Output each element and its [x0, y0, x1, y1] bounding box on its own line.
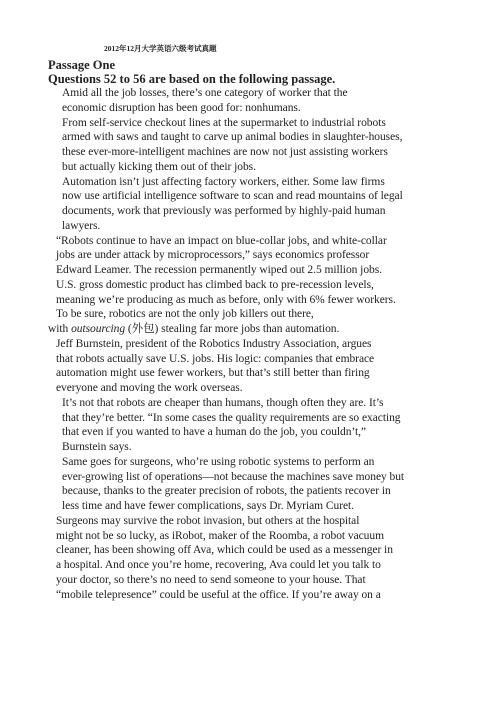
text-line: these ever-more-intelligent machines are now not just assisting workers — [62, 146, 388, 158]
text-fragment: (外包) stealing far more jobs than automation. — [125, 323, 340, 335]
text-line: a hospital. And once you’re home, recovering, Ava could let you talk to — [56, 559, 381, 571]
text-line: now use artificial intelligence software to scan and read mountains of legal — [62, 190, 403, 203]
text-line: To be sure, robotics are not the only job killers out there, — [56, 308, 314, 321]
text-line: your doctor, so there’s no need to send someone to your house. That — [56, 573, 366, 586]
text-line — [48, 322, 458, 337]
text-line: Edward Leamer. The recession permanently wiped out 2.5 million jobs. — [56, 264, 382, 276]
text-line: that even if you wanted to have a human do the job, you couldn’t,” — [62, 426, 367, 439]
paragraph — [48, 175, 458, 234]
text-line: armed with saws and taught to carve up animal bodies in slaughter-houses, — [62, 131, 403, 144]
text-line: meaning we’re producing as much as before, only with 6% fewer workers. — [56, 293, 396, 306]
text-line: that robots actually save U.S. jobs. His logic: companies that embrace — [56, 352, 375, 365]
text-fragment: with — [48, 323, 72, 335]
text-line: From self-service checkout lines at the supermarket to industrial robots — [62, 116, 386, 129]
text-line: documents, work that previously was performed by highly-paid human — [62, 205, 386, 217]
text-line: Burnstein says. — [62, 441, 132, 453]
text-line: everyone and moving the work overseas. — [56, 382, 243, 394]
text-line: “Robots continue to have an impact on blue-collar jobs, and white-collar — [56, 234, 387, 247]
paragraph — [48, 514, 458, 603]
text-line: might not be so lucky, as iRobot, maker of the Roomba, a robot vacuum — [56, 529, 384, 542]
paragraph — [48, 86, 458, 116]
exam-header: 2012年12月大学英语六级考试真题 — [104, 44, 217, 53]
text-line: because, thanks to the greater precision of robots, the patients recover in — [62, 485, 391, 498]
paragraph — [48, 234, 458, 323]
paragraph — [48, 322, 458, 337]
paragraph — [48, 337, 458, 396]
text-line: that they’re better. “In some cases the quality requirements are so exacting — [62, 411, 401, 424]
text-line: less time and have fewer complications, says Dr. Myriam Curet. — [62, 500, 354, 512]
paragraph — [48, 455, 458, 514]
text-line: automation might use fewer workers, but that’s still better than firing — [56, 367, 370, 380]
text-line: U.S. gross domestic product has climbed back to pre-recession levels, — [56, 278, 374, 291]
paragraph — [48, 396, 458, 455]
text-line: “mobile telepresence” could be useful at the office. If you’re away on a — [56, 588, 381, 601]
text-line: Automation isn’t just affecting factory workers, either. Some law firms — [62, 175, 385, 188]
text-line: Amid all the job losses, there’s one category of worker that the — [62, 87, 348, 99]
text-line: lawyers. — [62, 219, 101, 232]
text-line: but actually kicking them out of their jobs. — [62, 160, 256, 173]
text-line: cleaner, has been showing off Ava, which could be used as a messenger in — [56, 544, 393, 557]
passage-body — [48, 86, 458, 602]
passage-title: Passage One — [48, 58, 116, 72]
text-line: jobs are under attack by microprocessors,” says economics professor — [56, 249, 370, 262]
text-line: economic disruption has been good for: nonhumans. — [62, 101, 301, 114]
italic-term: outsourcing — [71, 323, 126, 335]
text-line: It’s not that robots are cheaper than humans, though often they are. It’s — [62, 396, 384, 409]
text-line: Jeff Burnstein, president of the Robotics Industry Association, argues — [56, 337, 372, 350]
text-line: Surgeons may survive the robot invasion, but others at the hospital — [56, 514, 360, 527]
passage-instruction: Questions 52 to 56 are based on the following passage. — [48, 72, 336, 86]
text-line: Same goes for surgeons, who’re using robotic systems to perform an — [62, 455, 375, 468]
text-line: ever-growing list of operations—not because the machines save money but — [62, 470, 405, 483]
paragraph — [48, 116, 458, 175]
